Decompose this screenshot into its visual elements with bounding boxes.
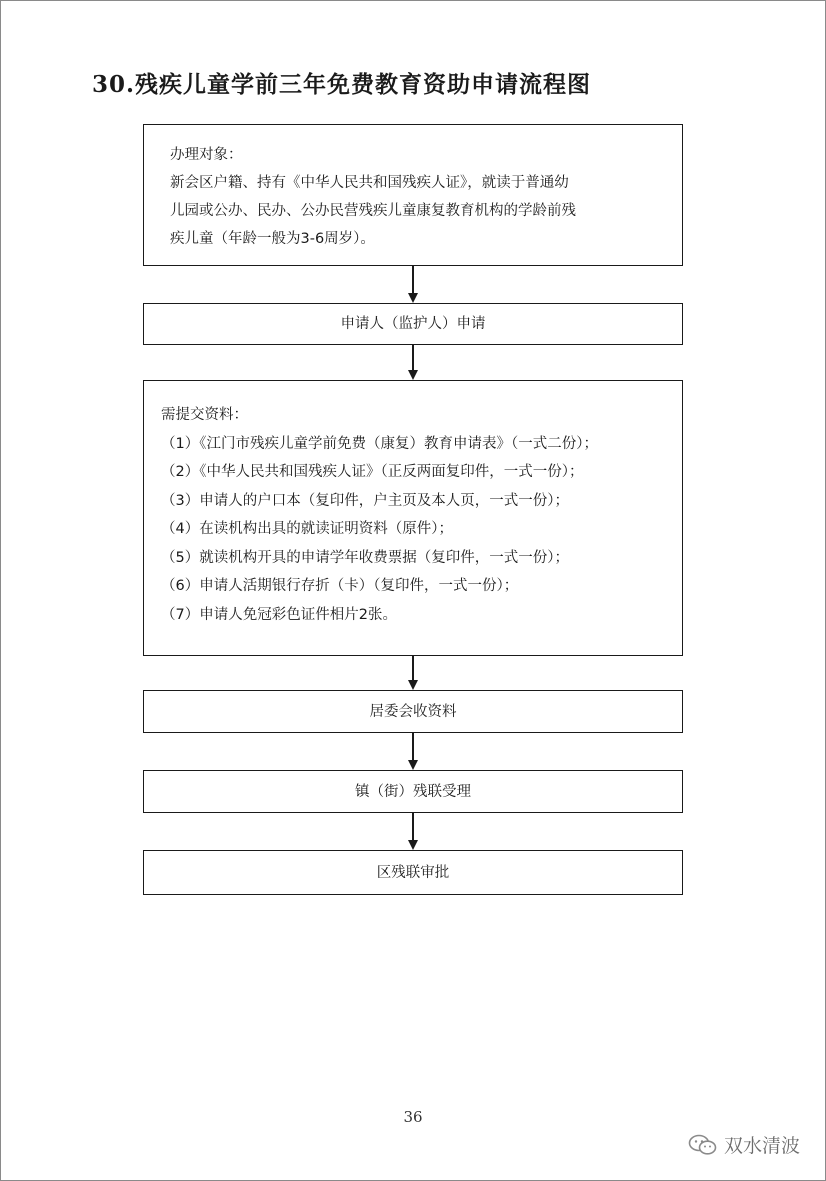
arrow-down-icon (408, 760, 418, 770)
arrow-down-icon (408, 370, 418, 380)
materials-item: （4）在读机构出具的就读证明资料（原件）； (161, 521, 453, 537)
target-line: 新会区户籍、持有《中华人民共和国残疾人证》，就读于普通幼 (170, 175, 569, 191)
district-step-box (143, 850, 683, 895)
town-step-label: 镇（街）残联受理 (355, 783, 471, 800)
arrow-down-icon (408, 293, 418, 303)
materials-item: （1）《江门市残疾儿童学前免费（康复）教育申请表》（一式二份）； (161, 435, 598, 452)
flow-connector (412, 656, 414, 680)
watermark (688, 1131, 800, 1158)
flow-connector (412, 345, 414, 370)
flow-connector (412, 266, 414, 293)
materials-item: （3）申请人的户口本（复印件，户主页及本人页，一式一份）； (161, 492, 569, 509)
materials-item: （5）就读机构开具的申请学年收费票据（复印件，一式一份）； (161, 549, 569, 566)
town-step-box (143, 770, 683, 813)
flow-connector (412, 733, 414, 760)
arrow-down-icon (408, 680, 418, 690)
apply-step-box (143, 303, 683, 345)
district-step-label: 区残联审批 (376, 864, 450, 881)
flow-connector (412, 813, 414, 840)
wechat-icon (688, 1133, 718, 1157)
collect-step-label: 居委会收资料 (369, 703, 457, 720)
materials-heading: 需提交资料： (161, 407, 248, 423)
target-heading: 办理对象： (170, 147, 243, 163)
target-applicants-box (143, 124, 683, 266)
collect-step-box (143, 690, 683, 733)
target-line: 疾儿童（年龄一般为3-6周岁）。 (170, 231, 375, 247)
target-line: 儿园或公办、民办、公办民营残疾儿童康复教育机构的学龄前残 (170, 203, 576, 219)
page-title: 30.残疾儿童学前三年免费教育资助申请流程图 (92, 71, 592, 98)
watermark-text: 双水清波 (723, 1135, 800, 1157)
apply-step-label: 申请人（监护人）申请 (340, 316, 486, 332)
materials-item: （6）申请人活期银行存折（卡）（复印件，一式一份）； (161, 578, 519, 594)
materials-box (143, 380, 683, 656)
materials-item: （2）《中华人民共和国残疾人证》（正反两面复印件，一式一份）； (161, 464, 584, 480)
arrow-down-icon (408, 840, 418, 850)
page-number: 36 (403, 1108, 423, 1126)
materials-item: （7）申请人免冠彩色证件相片2张。 (161, 606, 397, 623)
